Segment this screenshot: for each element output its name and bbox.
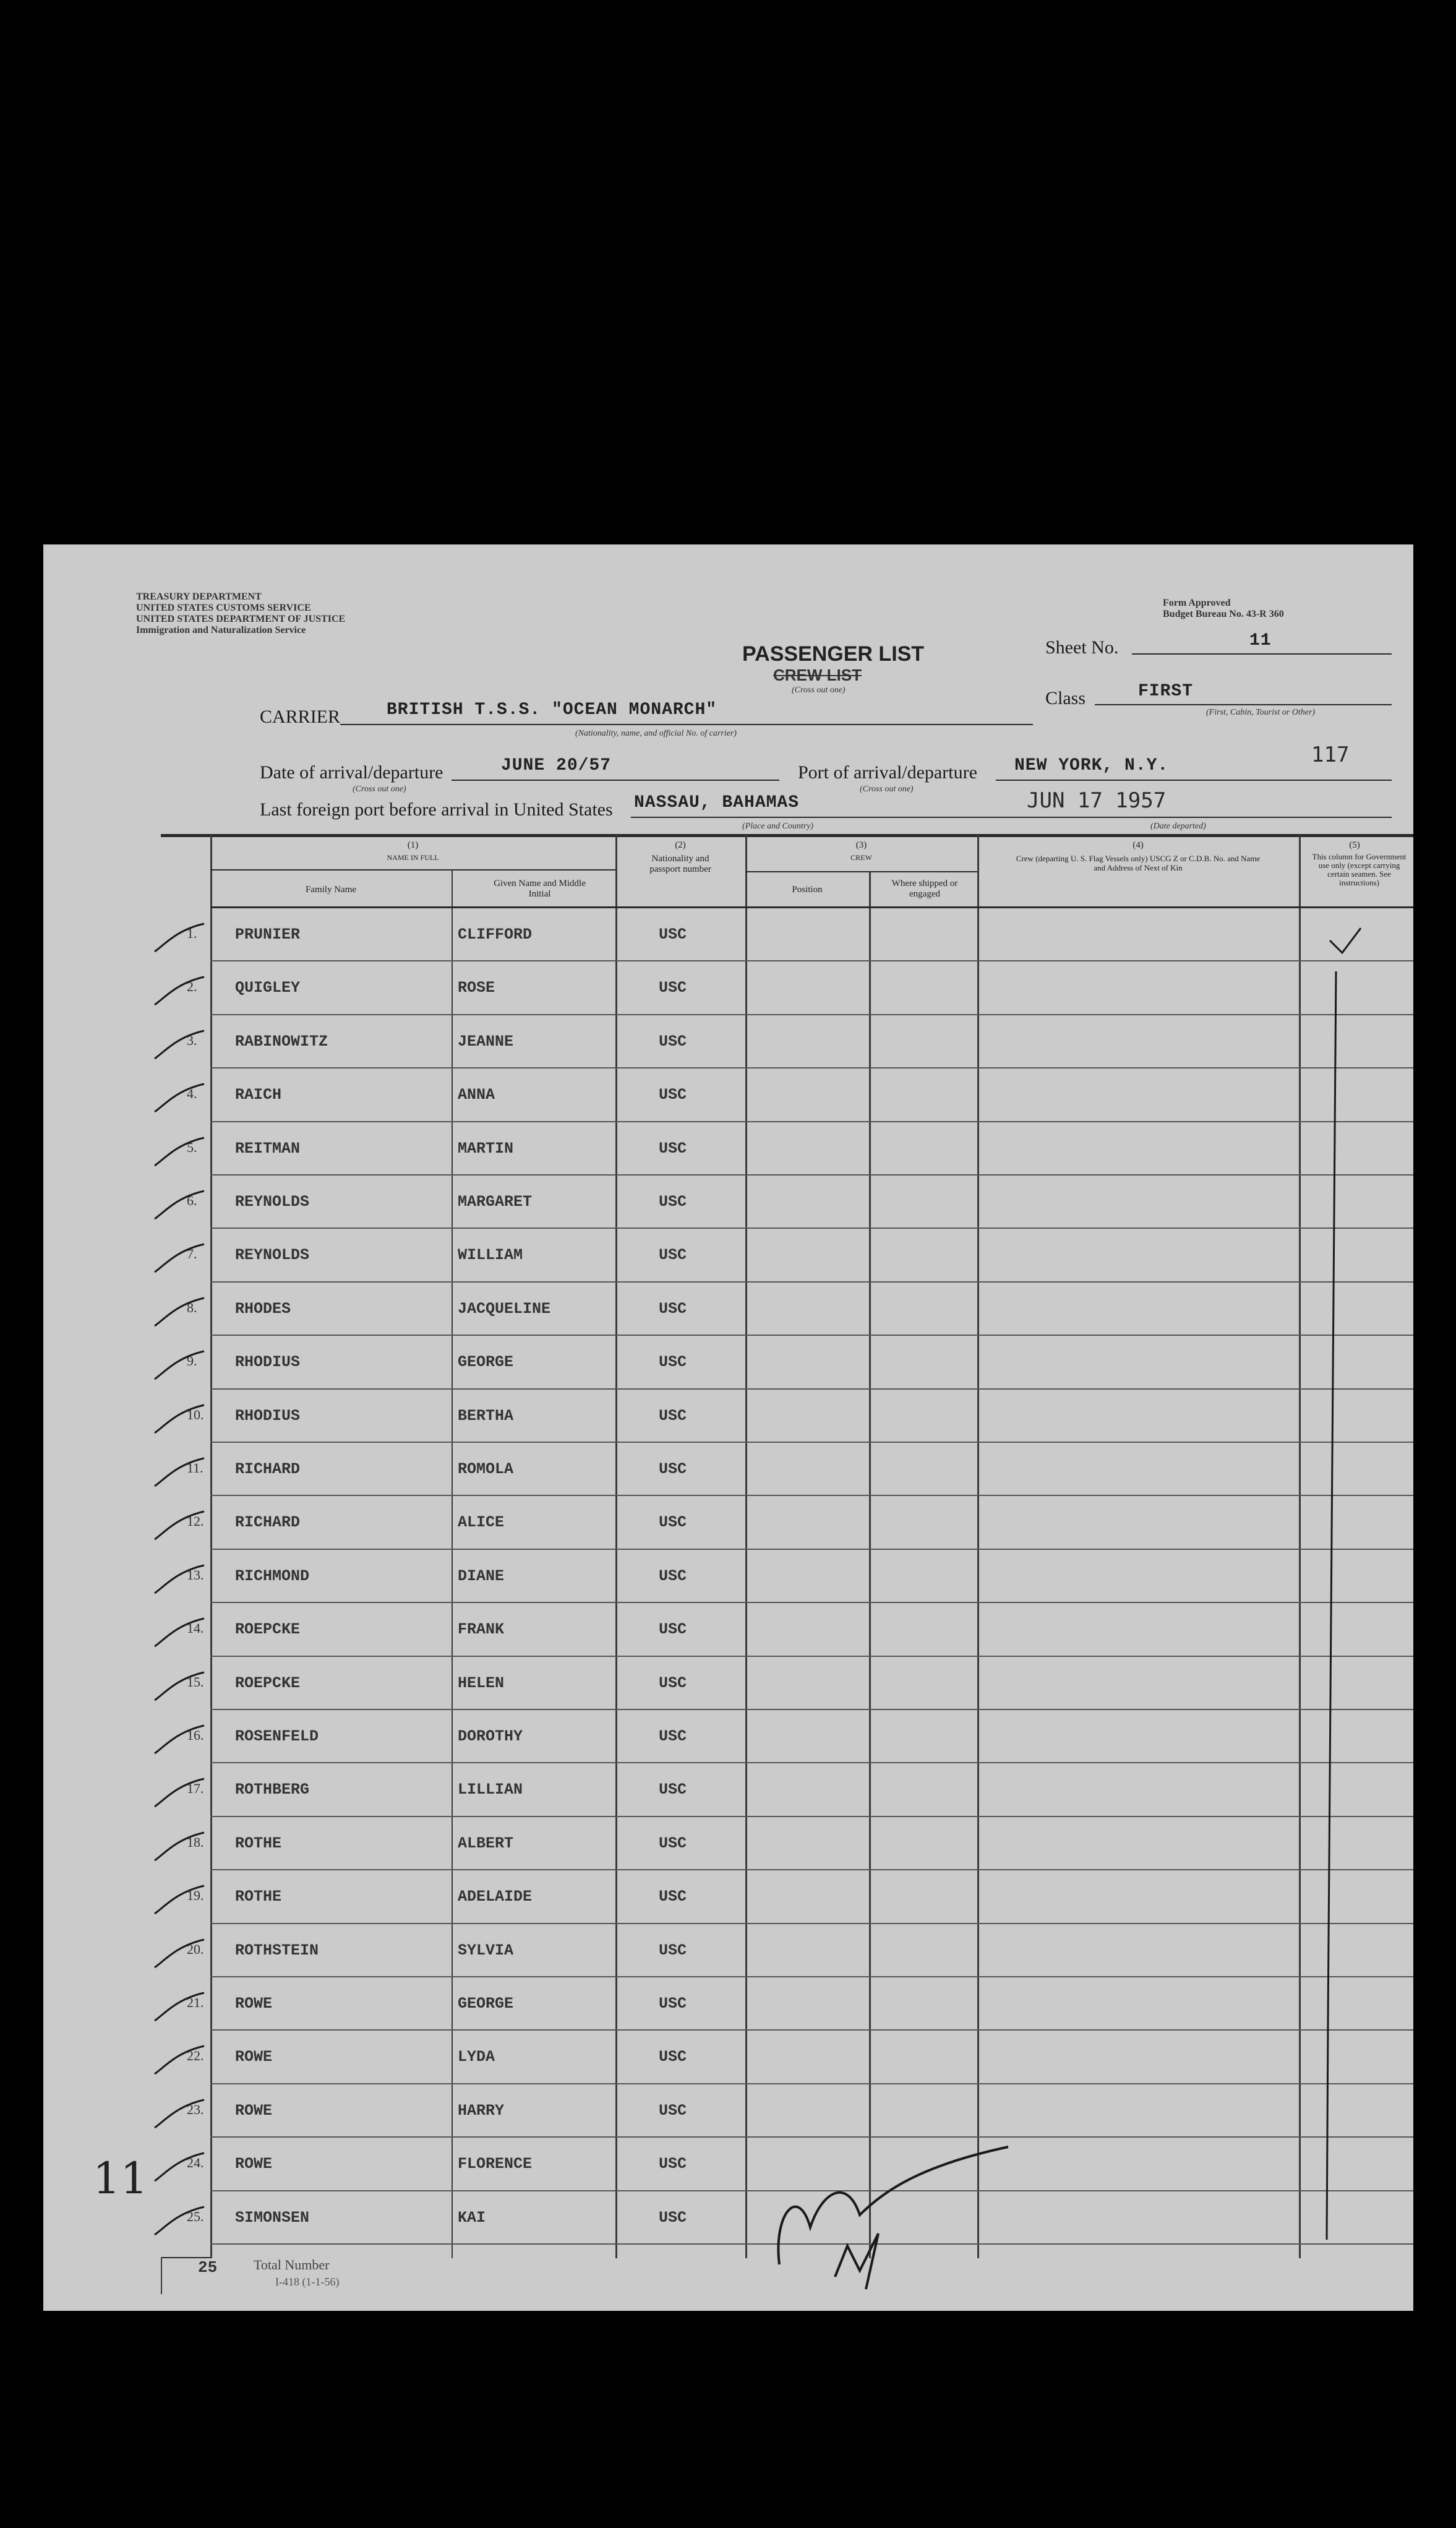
date-hint: (Cross out one) [353,785,406,794]
given-name: FRANK [458,1620,505,1639]
family-name: ROTHSTEIN [235,1941,319,1959]
col1-number: (1) [407,840,419,850]
given-name: BERTHA [458,1406,514,1425]
row-number: 18. [187,1834,204,1850]
document-page [43,544,1413,2311]
given-name: SYLVIA [458,1941,514,1959]
given-name: ROSE [458,979,495,997]
row-number: 19. [187,1888,204,1904]
family-name: REITMAN [235,1139,301,1158]
carrier-label: CARRIER [260,707,341,727]
nationality: USC [659,1781,687,1799]
row-number: 2. [187,979,197,995]
nationality: USC [659,1620,687,1639]
col1-given-header: Given Name and Middle Initial [494,879,586,899]
col4-number: (4) [1133,840,1144,850]
budget-line-2: Budget Bureau No. 43-R 360 [1163,609,1284,619]
nationality: USC [659,2048,687,2066]
family-name: ROEPCKE [235,1674,301,1692]
date-departed-value: JUN 17 1957 [1027,788,1167,813]
family-name: RHODIUS [235,1406,301,1425]
family-name: RHODIUS [235,1353,301,1372]
col4-title: Crew (departing U. S. Flag Vessels only) USCG Z or C.D.B. No. and Name and Address of Next of Kin [1016,854,1261,872]
given-name: WILLIAM [458,1246,523,1265]
margin-note: 11 [93,2153,148,2204]
row-number: 16. [187,1727,204,1743]
row-number: 8. [187,1299,197,1315]
port-value: NEW YORK, N.Y. [1014,756,1169,775]
agency-line-1: TREASURY DEPARTMENT [136,591,262,602]
row-number: 25. [187,2208,204,2224]
given-name: ALBERT [458,1834,514,1852]
given-name: DIANE [458,1567,505,1585]
total-label: Total Number [254,2257,330,2272]
row-number: 12. [187,1513,204,1529]
row-number: 3. [187,1032,197,1048]
row-number: 11. [187,1460,203,1476]
family-name: QUIGLEY [235,979,301,997]
given-name: LYDA [458,2048,495,2066]
nationality: USC [659,1834,687,1852]
agency-line-4: Immigration and Naturalization Service [136,625,306,635]
nationality: USC [659,1086,687,1104]
col2-number: (2) [675,840,686,850]
family-name: ROWE [235,2048,273,2066]
row-number: 13. [187,1567,204,1583]
nationality: USC [659,1888,687,1906]
given-name: ADELAIDE [458,1888,533,1906]
date-value: JUNE 20/57 [501,756,612,775]
lastport-label: Last foreign port before arrival in United States [260,799,613,820]
row-number: 4. [187,1086,197,1102]
nationality: USC [659,1995,687,2013]
col5-title: This column for Government use only (except carrying certain seamen. See instructions) [1312,852,1407,887]
nationality: USC [659,1727,687,1745]
nationality: USC [659,1032,687,1051]
row-number: 21. [187,1995,204,2010]
row-number: 17. [187,1781,204,1797]
family-name: RICHMOND [235,1567,310,1585]
form-number: I-418 (1-1-56) [275,2276,340,2288]
agency-line-2: UNITED STATES CUSTOMS SERVICE [136,603,311,613]
agency-line-3: UNITED STATES DEPARTMENT OF JUSTICE [136,614,346,624]
family-name: PRUNIER [235,926,301,944]
given-name: DOROTHY [458,1727,523,1745]
family-name: RICHARD [235,1460,301,1478]
given-name: ANNA [458,1086,495,1104]
nationality: USC [659,2208,687,2227]
given-name: JEANNE [458,1032,514,1051]
nationality: USC [659,1460,687,1478]
nationality: USC [659,2155,687,2173]
nationality: USC [659,2101,687,2120]
family-name: RHODES [235,1299,291,1318]
given-name: MARGARET [458,1193,533,1211]
family-name: REYNOLDS [235,1193,310,1211]
family-name: RABINOWITZ [235,1032,328,1051]
given-name: HARRY [458,2101,505,2120]
col2-title: Nationality and passport number [649,854,711,874]
col3-where-header: Where shipped or engaged [891,879,958,899]
nationality: USC [659,1567,687,1585]
class-value: FIRST [1138,682,1194,701]
signature [778,2147,1008,2264]
total-value: 25 [198,2258,218,2277]
family-name: ROWE [235,1995,273,2013]
col1-title: NAME IN FULL [387,853,439,862]
given-name: LILLIAN [458,1781,523,1799]
nationality: USC [659,1406,687,1425]
family-name: ROSENFELD [235,1727,319,1745]
row-number: 22. [187,2048,204,2064]
class-label: Class [1045,688,1086,708]
handwriting-overlay [43,544,1413,2311]
row-number: 24. [187,2155,204,2171]
family-name: ROTHE [235,1888,282,1906]
given-name: ROMOLA [458,1460,514,1478]
nationality: USC [659,1193,687,1211]
carrier-hint: (Nationality, name, and official No. of carrier) [575,729,737,738]
nationality: USC [659,1674,687,1692]
given-name: MARTIN [458,1139,514,1158]
family-name: ROWE [235,2155,273,2173]
row-number: 7. [187,1246,197,1262]
col1-family-header: Family Name [305,885,357,895]
margin-check-line [1327,971,1336,2240]
col3-number: (3) [855,840,867,850]
given-name: GEORGE [458,1353,514,1372]
family-name: REYNOLDS [235,1246,310,1265]
row-number: 23. [187,2101,204,2117]
port-label: Port of arrival/departure [798,762,977,783]
sheet-value: 11 [1249,631,1272,650]
row-number: 14. [187,1620,204,1636]
budget-line-1: Form Approved [1163,598,1231,608]
form-subtitle: CREW LIST [773,666,862,684]
nationality: USC [659,1941,687,1959]
nationality: USC [659,1353,687,1372]
row-number: 6. [187,1193,197,1208]
nationality: USC [659,1513,687,1532]
signature-initials [835,2233,878,2289]
lastport-value: NASSAU, BAHAMAS [634,793,800,812]
family-name: SIMONSEN [235,2208,310,2227]
stamp-number: 117 [1311,742,1350,767]
given-name: FLORENCE [458,2155,533,2173]
family-name: ROEPCKE [235,1620,301,1639]
row-number: 15. [187,1674,204,1690]
family-name: RICHARD [235,1513,301,1532]
carrier-value: BRITISH T.S.S. "OCEAN MONARCH" [387,700,717,720]
family-name: RAICH [235,1086,282,1104]
nationality: USC [659,1139,687,1158]
given-name: HELEN [458,1674,505,1692]
family-name: ROWE [235,2101,273,2120]
row-number: 10. [187,1406,204,1422]
sheet-label: Sheet No. [1045,637,1119,658]
col5-number: (5) [1349,840,1360,850]
row-number: 20. [187,1941,204,1957]
date-label: Date of arrival/departure [260,762,443,783]
port-hint: (Cross out one) [860,785,914,794]
date-departed-hint: (Date departed) [1150,822,1206,831]
title-cross-out-hint: (Cross out one) [792,686,846,695]
nationality: USC [659,926,687,944]
given-name: ALICE [458,1513,505,1532]
given-name: KAI [458,2208,486,2227]
given-name: JACQUELINE [458,1299,551,1318]
given-name: GEORGE [458,1995,514,2013]
nationality: USC [659,1299,687,1318]
col3-position-header: Position [792,885,823,895]
family-name: ROTHBERG [235,1781,310,1799]
lastport-hint: (Place and Country) [742,822,814,831]
family-name: ROTHE [235,1834,282,1852]
row-number: 5. [187,1139,197,1155]
form-title: PASSENGER LIST [742,642,925,666]
row-number: 9. [187,1353,197,1369]
col3-title: CREW [850,853,872,862]
class-hint: (First, Cabin, Tourist or Other) [1206,708,1316,717]
given-name: CLIFFORD [458,926,533,944]
margin-tick [1330,928,1361,953]
row-number: 1. [187,926,197,941]
nationality: USC [659,979,687,997]
nationality: USC [659,1246,687,1265]
